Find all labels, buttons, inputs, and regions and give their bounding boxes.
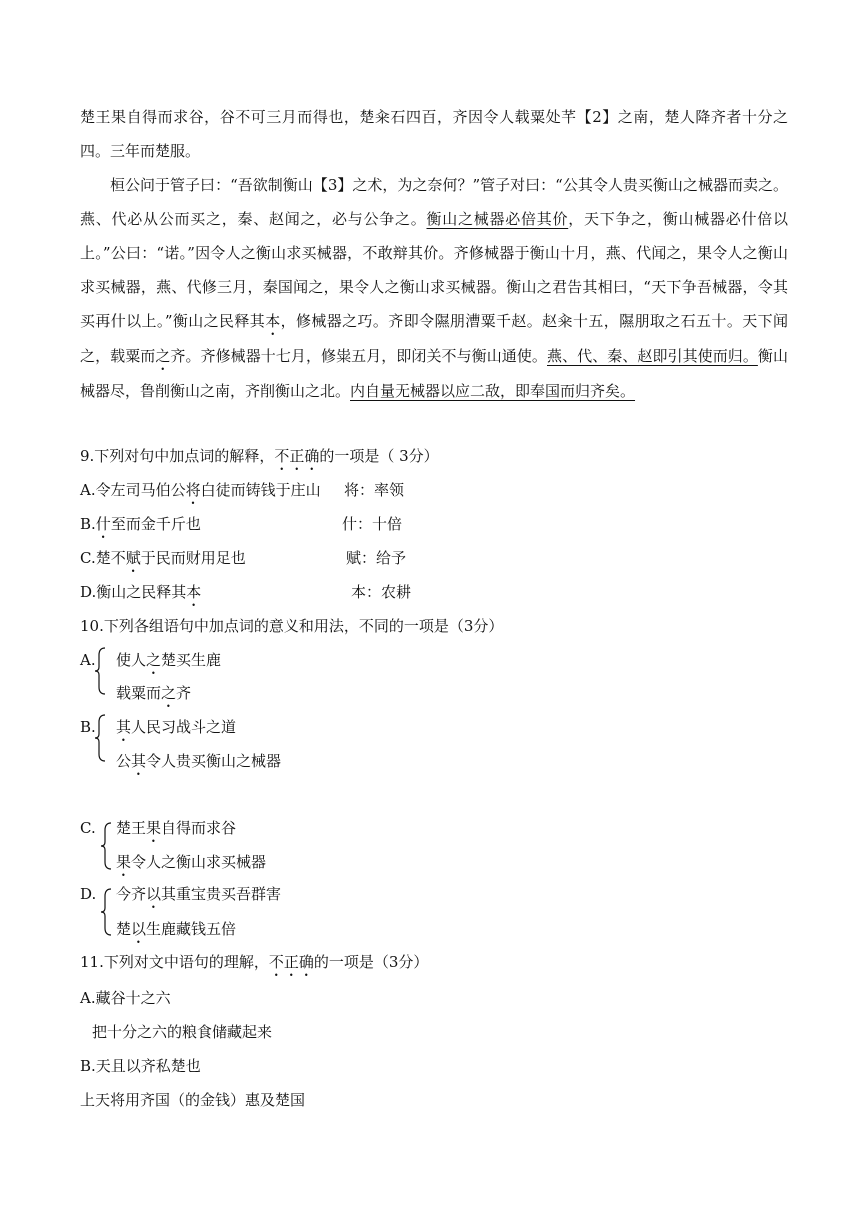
underlined-sentence: 衡山之械器必倍其价 <box>426 210 569 228</box>
question-9-gloss-b: 什：十倍 <box>342 515 403 533</box>
dotted-word: 什 <box>95 515 111 533</box>
group-d-line-1 <box>116 884 281 904</box>
stem-text: 9.下列对句中加点词的解释， <box>80 447 275 465</box>
group-a-line-1 <box>116 650 221 670</box>
option-text: C.楚不 <box>80 549 126 567</box>
brace-icon <box>100 888 112 936</box>
option-text: 齐 <box>176 684 192 702</box>
brace-icon <box>94 647 106 695</box>
dotted-word: 以 <box>131 920 147 938</box>
option-text: 其重宝贵买吾群害 <box>161 885 282 903</box>
group-a-label: A. <box>80 651 96 669</box>
option-text: 令人之衡山求买械器 <box>131 853 267 871</box>
dotted-word: 之 <box>161 684 177 702</box>
question-9-option-a <box>80 480 321 500</box>
group-b-label: B. <box>80 718 96 736</box>
question-11-option-a-label: A.藏谷十之六 <box>80 989 171 1007</box>
question-11-stem <box>80 952 428 972</box>
dotted-word: 之 <box>155 347 171 365</box>
option-text: 载粟而 <box>116 684 162 702</box>
passage-text: 衡山械器尽，鲁削衡山之南，齐削衡山之北。 <box>80 347 788 400</box>
passage-paragraph-2 <box>80 168 788 408</box>
dotted-word: 其 <box>131 752 147 770</box>
brace-icon <box>94 714 106 762</box>
option-text: 白徒而铸钱于庄山 <box>200 481 321 499</box>
question-9-option-b <box>80 514 201 534</box>
question-9-gloss-d: 本：农耕 <box>351 583 412 601</box>
question-11-option-b-text: 上天将用齐国（的金钱）惠及楚国 <box>80 1091 306 1109</box>
question-10-stem: 10.下列各组语句中加点词的意义和用法，不同的一项是（3分） <box>80 617 504 635</box>
option-text: 使人 <box>116 651 147 669</box>
underlined-sentence: 内自量无械器以应二敌，即奉国而归齐矣。 <box>350 382 636 400</box>
passage-text: 桓公问于管子曰：“吾欲制衡山【3】之术，为之奈何？”管子对曰：“公其令人贵买衡山之械器而卖之。燕、代必从公而买之，秦、赵闻之，必与公争之。 <box>80 176 788 228</box>
dotted-word: 其 <box>116 718 132 736</box>
dotted-word: 果 <box>146 819 162 837</box>
stem-text: 的一项是（3分） <box>313 953 429 971</box>
stem-text: 11.下列对文中语句的理解， <box>80 953 269 971</box>
option-text: 生鹿藏钱五倍 <box>146 920 237 938</box>
question-9-stem <box>80 446 439 466</box>
passage-text: 齐。齐修械器十七月，修粜五月，即闭关不与衡山通使。 <box>170 347 547 365</box>
brace-icon <box>100 822 112 870</box>
question-9-gloss-a: 将：率领 <box>344 481 405 499</box>
dotted-word: 将 <box>185 481 201 499</box>
question-11-option-a-text: 把十分之六的粮食储藏起来 <box>92 1023 273 1041</box>
dotted-word: 赋 <box>125 549 141 567</box>
group-c-label: C. <box>80 819 96 837</box>
option-text: 今齐 <box>116 885 147 903</box>
option-text: 楚王 <box>116 819 147 837</box>
group-b-line-1 <box>116 717 236 737</box>
option-text: 楚 <box>116 920 132 938</box>
dotted-word: 不正确 <box>268 953 314 971</box>
group-d-label: D. <box>80 885 97 903</box>
passage-text: 楚王果自得而求谷，谷不可三月而得也，楚籴石四百，齐因令人载粟处芊【2】之南，楚人降齐者十分之四。三年而楚服。 <box>80 108 788 160</box>
passage-text: ，修械器之巧。齐即令隰朋漕粟千赵。赵籴十五，隰朋取之石五十。天下闻之，载粟而 <box>80 312 788 365</box>
option-text: 令人贵买衡山之械器 <box>146 752 282 770</box>
dotted-word: 以 <box>146 885 162 903</box>
group-d-line-2 <box>116 919 236 939</box>
option-text: 人民习战斗之道 <box>131 718 237 736</box>
option-text: A.令左司马伯公 <box>80 481 186 499</box>
option-text: 自得而求谷 <box>161 819 237 837</box>
question-9-option-d <box>80 582 201 602</box>
option-text: 公 <box>116 752 132 770</box>
stem-text: 的一项是（ 3分） <box>319 447 439 465</box>
dotted-word: 之 <box>146 651 162 669</box>
question-11-option-b-label: B.天且以齐私楚也 <box>80 1057 201 1075</box>
question-9-option-c <box>80 548 246 568</box>
group-a-line-2 <box>116 683 191 703</box>
group-c-line-2 <box>116 852 266 872</box>
question-9-gloss-c: 赋：给予 <box>346 549 407 567</box>
dotted-word: 果 <box>116 853 132 871</box>
passage-text: ，天下争之，衡山械器必什倍以上。”公曰：“诺。”因令人之衡山求买械器，不敢辩其价。齐修械器于衡山十月，燕、代闻之，果令人之衡山求买械器，燕、代修三月，秦国闻之，果令人之衡山求买械器。衡山之君告其相曰，“天下争吾械器，令其买再什以上。”衡山之民释其 <box>80 210 788 330</box>
underlined-sentence: 燕、代、秦、赵即引其使而归。 <box>547 347 758 365</box>
option-text: 楚买生鹿 <box>161 651 222 669</box>
group-b-line-2 <box>116 751 281 771</box>
dotted-word: 不正确 <box>274 447 320 465</box>
dotted-word: 本 <box>265 312 281 330</box>
group-c-line-1 <box>116 818 236 838</box>
option-text: B. <box>80 515 96 533</box>
option-text: 于民而财用足也 <box>140 549 246 567</box>
option-text: D.衡山之民释其 <box>80 583 187 601</box>
option-text: 至而金千斤也 <box>110 515 201 533</box>
dotted-word: 本 <box>186 583 202 601</box>
passage-paragraph-1 <box>80 100 788 168</box>
